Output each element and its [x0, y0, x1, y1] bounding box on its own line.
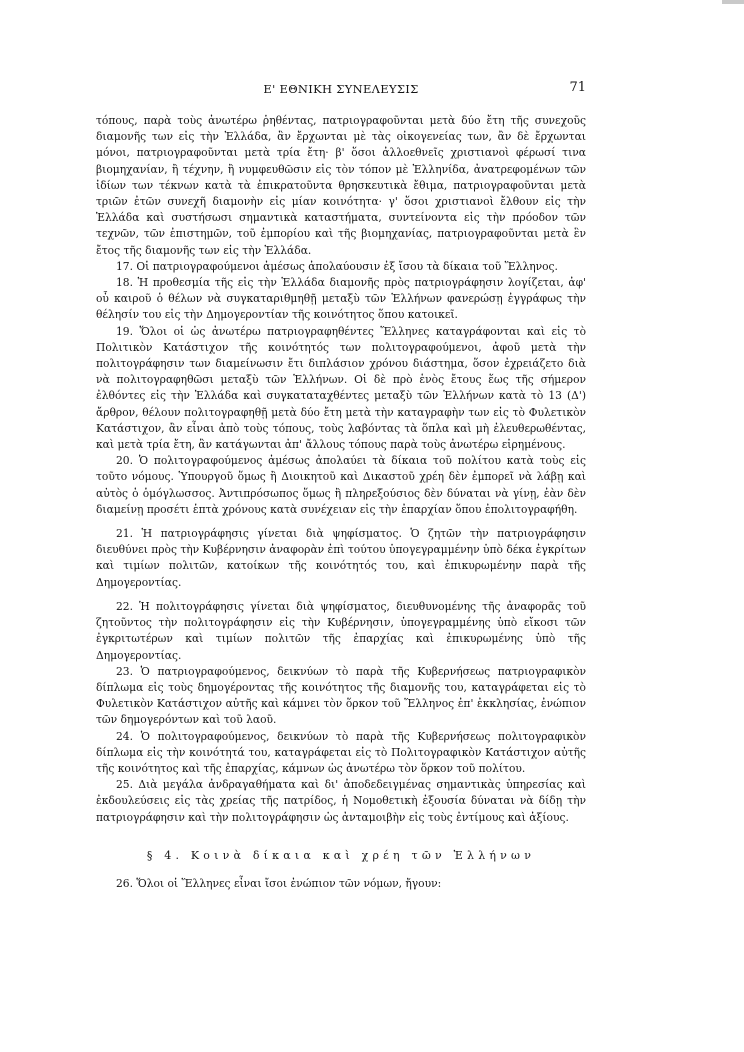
paragraph-17: 17. Οἱ πατριογραφούμενοι ἀμέσως ἀπολαύουσιν ἐξ ἴσου τὰ δίκαια τοῦ Ἕλληνος.: [116, 259, 558, 273]
paragraph-24: 24. Ὁ πολιτογραφούμενος, δεικνύων τὸ παρὰ τῆς Κυβερνήσεως πολιτογραφικὸν δίπλωμα εἰς τὴν κοινότητά του, καταγράφεται εἰς τὸ Πολιτογραφικὸν Κατάστιχον αὐτῆς τῆς κοινότητος καὶ τῆς ἐπαρχίας, κάμνων ὡς ἀνωτέρω τὸν ὅρκον τοῦ πολίτου.: [96, 729, 586, 775]
paragraph-16-continuation: τόπους, παρὰ τοὺς ἀνωτέρω ῥηθέντας, πατριογραφοῦνται μετὰ δύο ἔτη τῆς συνεχοῦς διαμονῆς των εἰς τὴν Ἑλλάδα, ἂν ἔρχωνται μὲ τὰς οἰκογενείας των, ἂν δὲ ἔρχωνται μόνοι, πατριογραφοῦνται μετὰ τρία ἔτη· β' ὅσοι ἀλλοεθνεῖς χριστιανοὶ φέρωσί τινα βιομηχανίαν, ἢ τέχνην, ἢ νυμφευθῶσιν εἰς τὸν τόπον μὲ Ἑλληνίδα, ἀνατρεφομένων τῶν ἰδίων των τέκνων κατὰ τὰ ἐπικρατοῦντα θρησκευτικὰ ἔθιμα, πατριογραφοῦνται μετὰ τριῶν ἐτῶν συνεχῆ διαμονὴν εἰς μίαν κοινότητα· γ' ὅσοι χριστιανοὶ ἔλθουν εἰς τὴν Ἑλλάδα καὶ συστήσωσι σημαντικὰ καταστήματα, συντείνοντα εἰς τὴν πρόοδον τῶν τεχνῶν, τῶν ἐπιστημῶν, τοῦ ἐμπορίου καὶ τῆς βιομηχανίας, πατριογραφοῦνται μετὰ ἓν ἔτος τῆς διαμονῆς των εἰς τὴν Ἑλλάδα.: [96, 114, 586, 257]
paragraph-25: 25. Διὰ μεγάλα ἀνδραγαθήματα καὶ δι' ἀποδεδειγμένας σημαντικὰς ὑπηρεσίας καὶ ἐκδουλεύσεις εἰς τὰς χρείας τῆς πατρίδος, ἡ Νομοθετικὴ ἐξουσία δύναται νὰ δίδῃ τὴν πατριογράφησιν καὶ τὴν πολιτογράφησιν ὡς ἀνταμοιβὴν εἰς τοὺς ἐντίμους καὶ ἀξίους.: [96, 778, 586, 824]
paragraph-23: 23. Ὁ πατριογραφούμενος, δεικνύων τὸ παρὰ τῆς Κυβερνήσεως πατριογραφικὸν δίπλωμα εἰς τοὺς δημογέροντας τῆς κοινότητος τῆς διαμονῆς του, καταγράφεται εἰς τὸ Φυλετικὸν Κατάστιχον αὐτῆς καὶ κάμνει τὸν ὅρκον τοῦ Ἕλληνος ἐπ' ἐκκλησίας, ἐνώπιον τῶν δημογερόντων καὶ τοῦ λαοῦ.: [96, 664, 586, 727]
paragraph-18: 18. Ἡ προθεσμία τῆς εἰς τὴν Ἑλλάδα διαμονῆς πρὸς πατριογράφησιν λογίζεται, ἀφ' οὗ καιροῦ ὁ θέλων νὰ συγκαταριθμηθῇ μεταξὺ τῶν Ἑλλήνων φανερώσῃ ἐγγράφως τὴν θέλησίν του εἰς τὴν Δημογεροντίαν τῆς κοινότητος ὅπου κατοικεῖ.: [96, 276, 586, 322]
scan-corner-mark: [722, 0, 744, 4]
page-number: 71: [569, 80, 586, 95]
section-heading: § 4. Κοινὰ δίκαια καὶ χρέη τῶν Ἑλλήνων: [146, 848, 536, 862]
paragraph-20: 20. Ὁ πολιτογραφούμενος ἀμέσως ἀπολαύει τὰ δίκαια τοῦ πολίτου κατὰ τοὺς εἰς τοῦτο νόμους. Ὑπουργοῦ ὅμως ἢ Διοικητοῦ καὶ Δικαστοῦ χρέη δὲν ἐμπορεῖ νὰ λάβῃ καὶ αὐτὸς ὁ ὁμόγλωσσος. Ἀντιπρόσωπος ὅμως ἢ πληρεξούσιος δὲν δύναται νὰ γίνῃ, ἐὰν δὲν διαμείνῃ προσέτι ἑπτὰ χρόνους κατὰ συνέχειαν εἰς τὴν ἐπαρχίαν ὅπου ἐπολιτογραφήθη.: [96, 454, 586, 516]
running-header: [96, 82, 586, 102]
paragraph-21: 21. Ἡ πατριογράφησις γίνεται διὰ ψηφίσματος. Ὁ ζητῶν τὴν πατριογράφησιν διευθύνει πρὸς τὴν Κυβέρνησιν ἀναφορὰν ἐπὶ τούτου ὑπογεγραμμένην ὑπὸ δέκα ἐγκρίτων καὶ τιμίων πολιτῶν, κατοίκων τῆς κοινότητός του, καὶ ἐπικυρωμένην παρὰ τῆς Δημογεροντίας.: [96, 527, 586, 589]
body-text: [96, 113, 586, 892]
paragraph-26: 26. Ὅλοι οἱ Ἕλληνες εἶναι ἴσοι ἐνώπιον τῶν νόμων, ἤγουν:: [116, 876, 442, 890]
running-title: Ε' ΕΘΝΙΚΗ ΣΥΝΕΛΕΥΣΙΣ: [263, 82, 419, 96]
paragraph-19: 19. Ὅλοι οἱ ὡς ἀνωτέρω πατριογραφηθέντες Ἕλληνες καταγράφονται καὶ εἰς τὸ Πολιτικὸν Κατάστιχον τῆς κοινότητός των πολιτογραφούμενοι, ἀφοῦ μετὰ τὴν πολιτογράφησιν των διαμείνωσιν ἔτι διπλάσιον χρόνου διάστημα, ὅσον ἐχρειάζετο διὰ νὰ πολιτογραφηθῶσι μεταξὺ τῶν Ἑλλήνων. Οἱ δὲ πρὸ ἑνὸς ἔτους ἕως τῆς σήμερον ἐλθόντες εἰς τὴν Ἑλλάδα καὶ συγκαταταχθέντες μεταξὺ τῶν Ἑλλήνων κατὰ τὸ 13 (Δ') ἄρθρον, θέλουν πολιτογραφηθῇ μετὰ δύο ἔτη μετὰ τὴν καταγραφὴν των εἰς τὸ Φυλετικὸν Κατάστιχον, ἂν εἶναι ἀπὸ τοὺς τόπους, τοὺς λαβόντας τὰ ὅπλα καὶ μὴ ἐλευθερωθέντας, καὶ μετὰ τρία ἔτη, ἂν κατάγωνται ἀπ' ἄλλους τόπους παρὰ τοὺς ἀνωτέρω εἰρημένους.: [96, 324, 586, 452]
paragraph-22: 22. Ἡ πολιτογράφησις γίνεται διὰ ψηφίσματος, διευθυνομένης τῆς ἀναφορᾶς τοῦ ζητοῦντος τὴν πολιτογράφησιν εἰς τὴν Κυβέρνησιν, ὑπογεγραμμένης ὑπὸ εἴκοσι τῶν ἐγκριτωτέρων καὶ τιμίων πολιτῶν τῆς ἐπαρχίας καὶ ἐπικυρωμένης ὑπὸ τῆς Δημογεροντίας.: [96, 599, 586, 662]
